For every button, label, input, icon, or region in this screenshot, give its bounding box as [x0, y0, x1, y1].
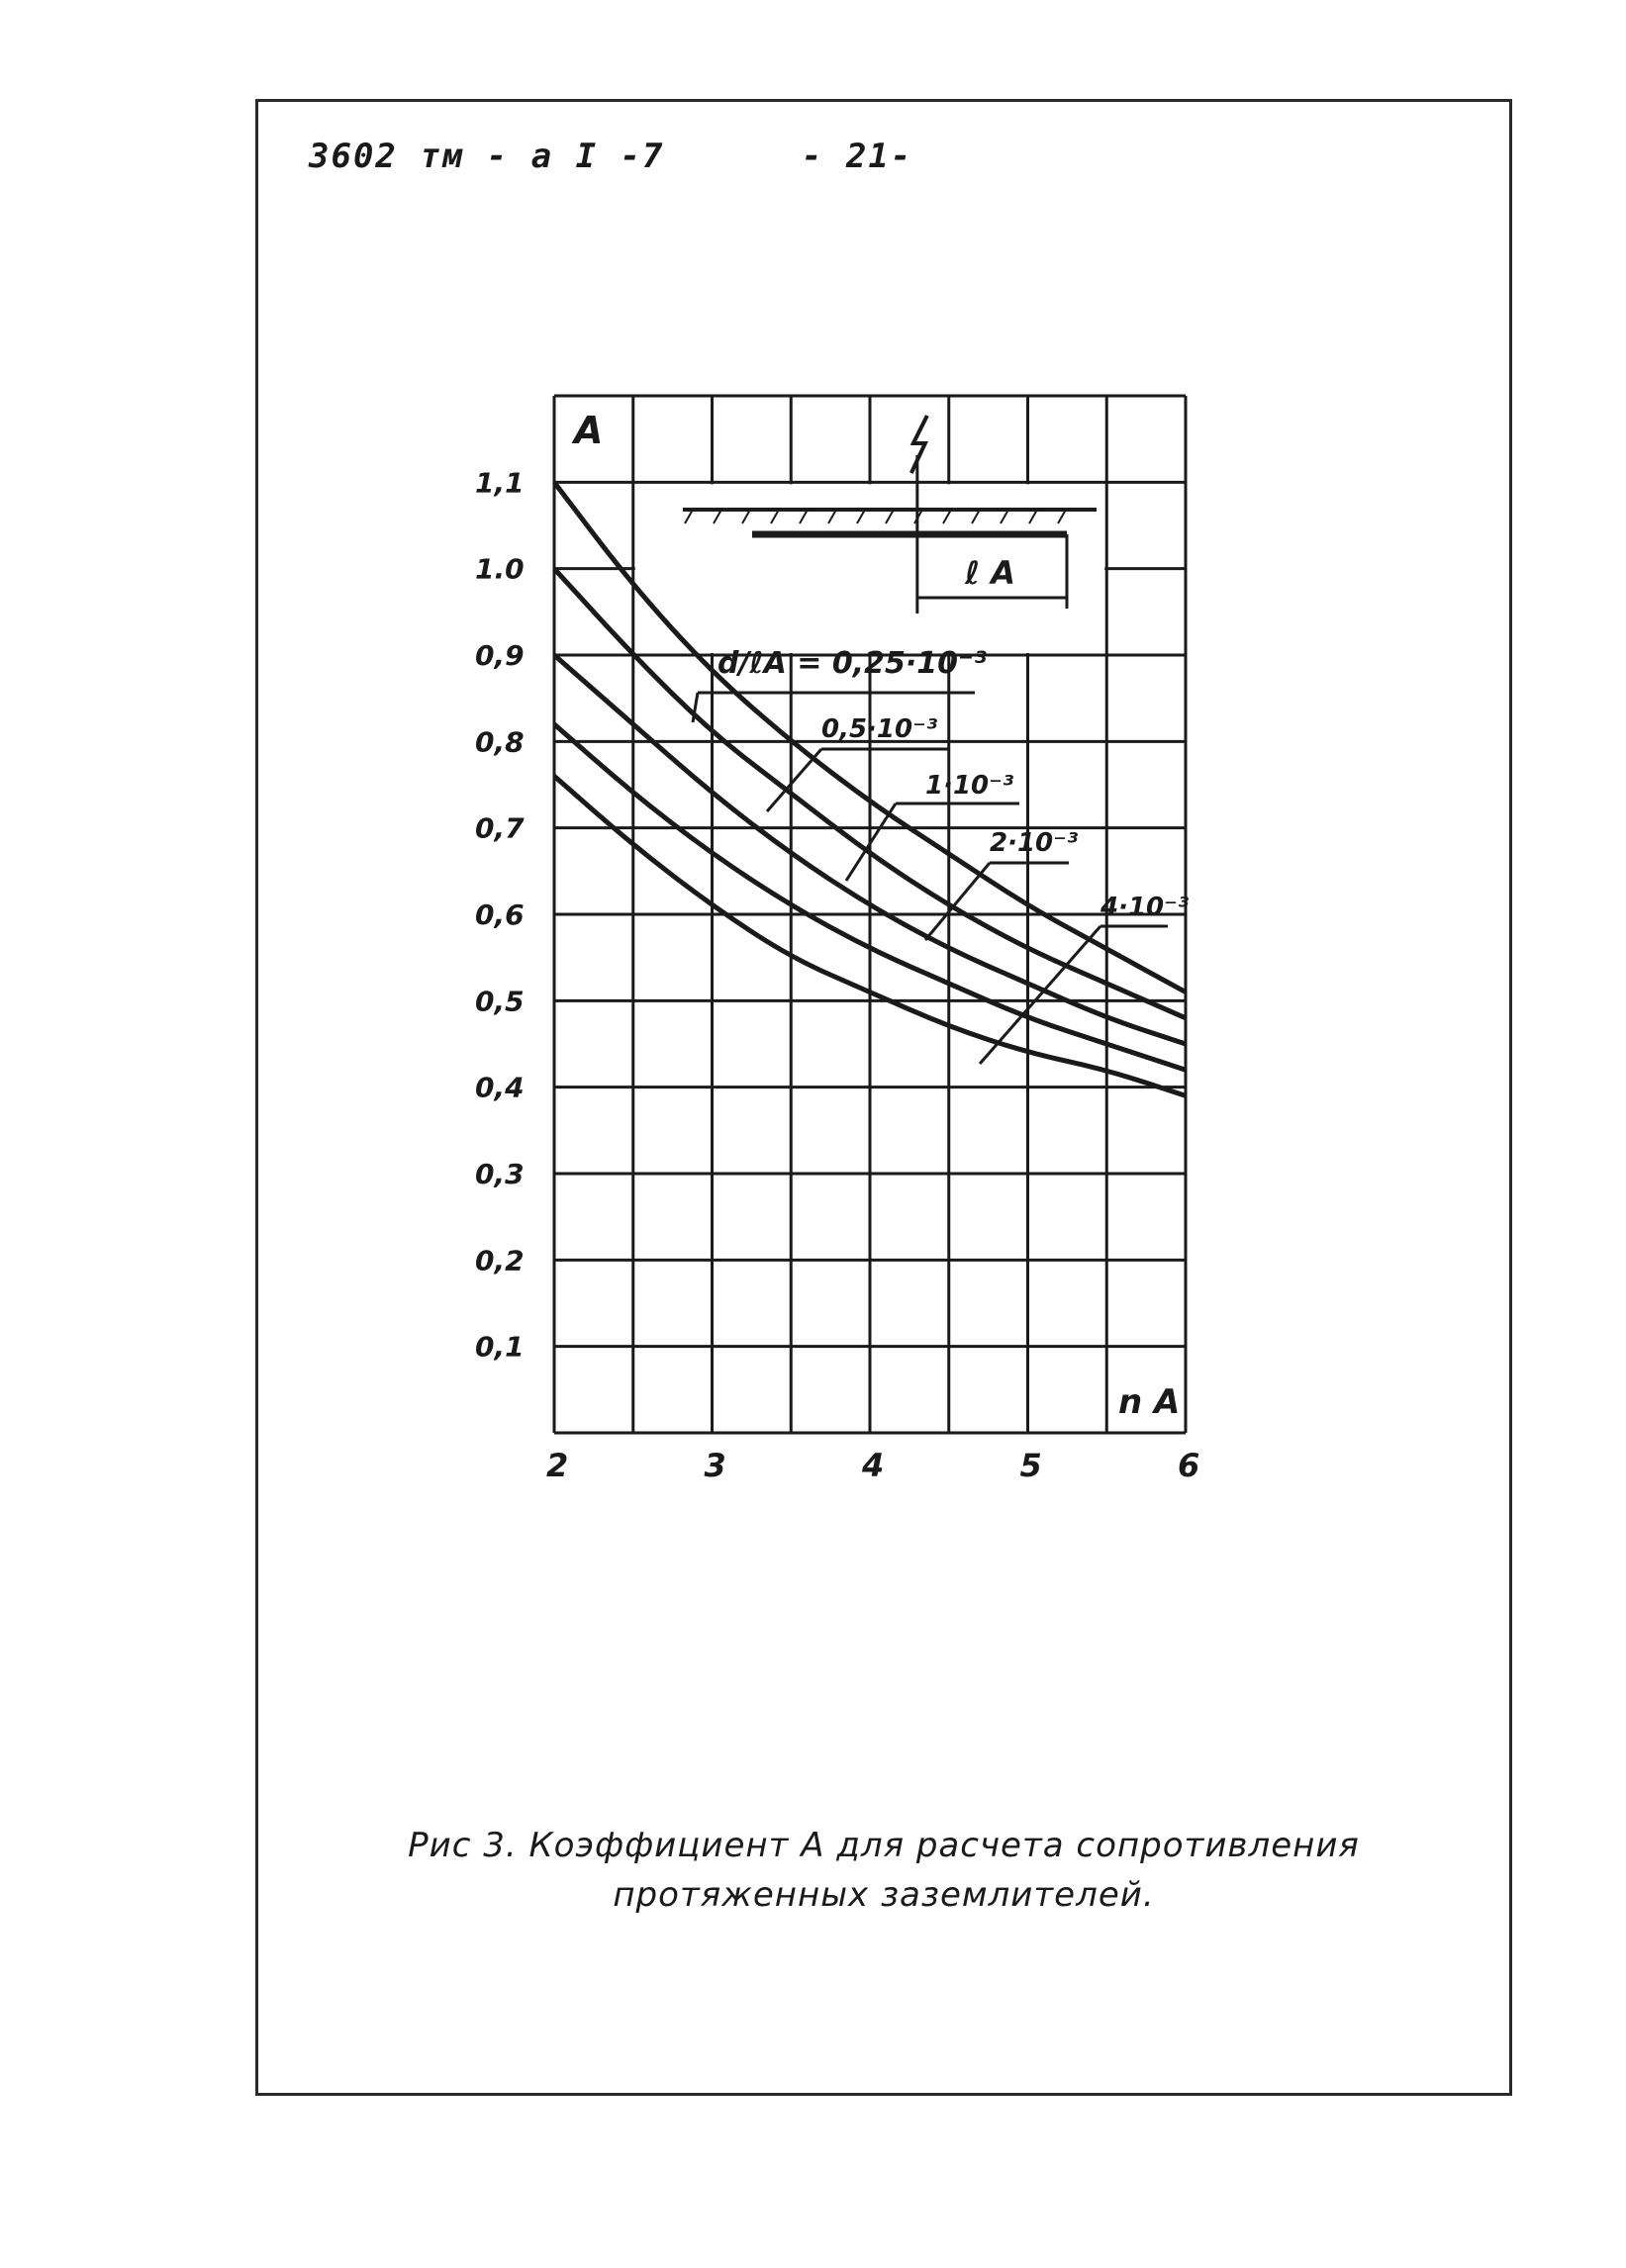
y-tick-label: 1,1 [475, 466, 525, 500]
y-tick-label: 0,6 [475, 898, 525, 931]
x-tick-label: 5 [1019, 1447, 1042, 1484]
y-tick-label: 0,7 [475, 811, 525, 845]
x-tick-label: 6 [1178, 1447, 1200, 1484]
series-label-1: d/ℓA = 0,25·10⁻³ [717, 646, 987, 681]
y-tick-label: 0,2 [475, 1244, 525, 1277]
series-label-4: 2·10⁻³ [990, 828, 1079, 858]
caption-line-2: протяженных заземлителей. [613, 1875, 1155, 1915]
figure-caption [255, 1821, 1512, 1920]
y-tick-label: 0,8 [475, 725, 525, 759]
series-label-3: 1·10⁻³ [925, 771, 1014, 801]
label-leader-line [980, 926, 1100, 1064]
y-tick-label: 0,9 [475, 639, 525, 672]
label-leader-line [925, 863, 990, 940]
caption-line-1: Рис 3. Коэффициент А для расчета сопротивления [408, 1826, 1360, 1865]
y-tick-label: 0,4 [475, 1071, 525, 1104]
x-tick-label: 4 [862, 1447, 885, 1484]
y-tick-label: 0,3 [475, 1158, 525, 1190]
inset-length-label: ℓ A [965, 554, 1015, 592]
x-axis-label: n A [1118, 1382, 1181, 1422]
x-tick-label: 2 [546, 1447, 569, 1484]
y-tick-label: 1.0 [475, 552, 525, 586]
series-label-2: 0,5·10⁻³ [821, 714, 938, 744]
x-tick-label: 3 [704, 1447, 726, 1484]
page-number: - 21- [802, 137, 913, 176]
lightning-electrode-icon [911, 416, 927, 473]
y-tick-label: 0,5 [475, 985, 525, 1018]
y-tick-label: 0,1 [475, 1330, 525, 1364]
document-code: 3602 тм - а I -7 [309, 137, 665, 176]
y-axis-label: A [574, 409, 604, 452]
series-label-5: 4·10⁻³ [1100, 893, 1190, 922]
